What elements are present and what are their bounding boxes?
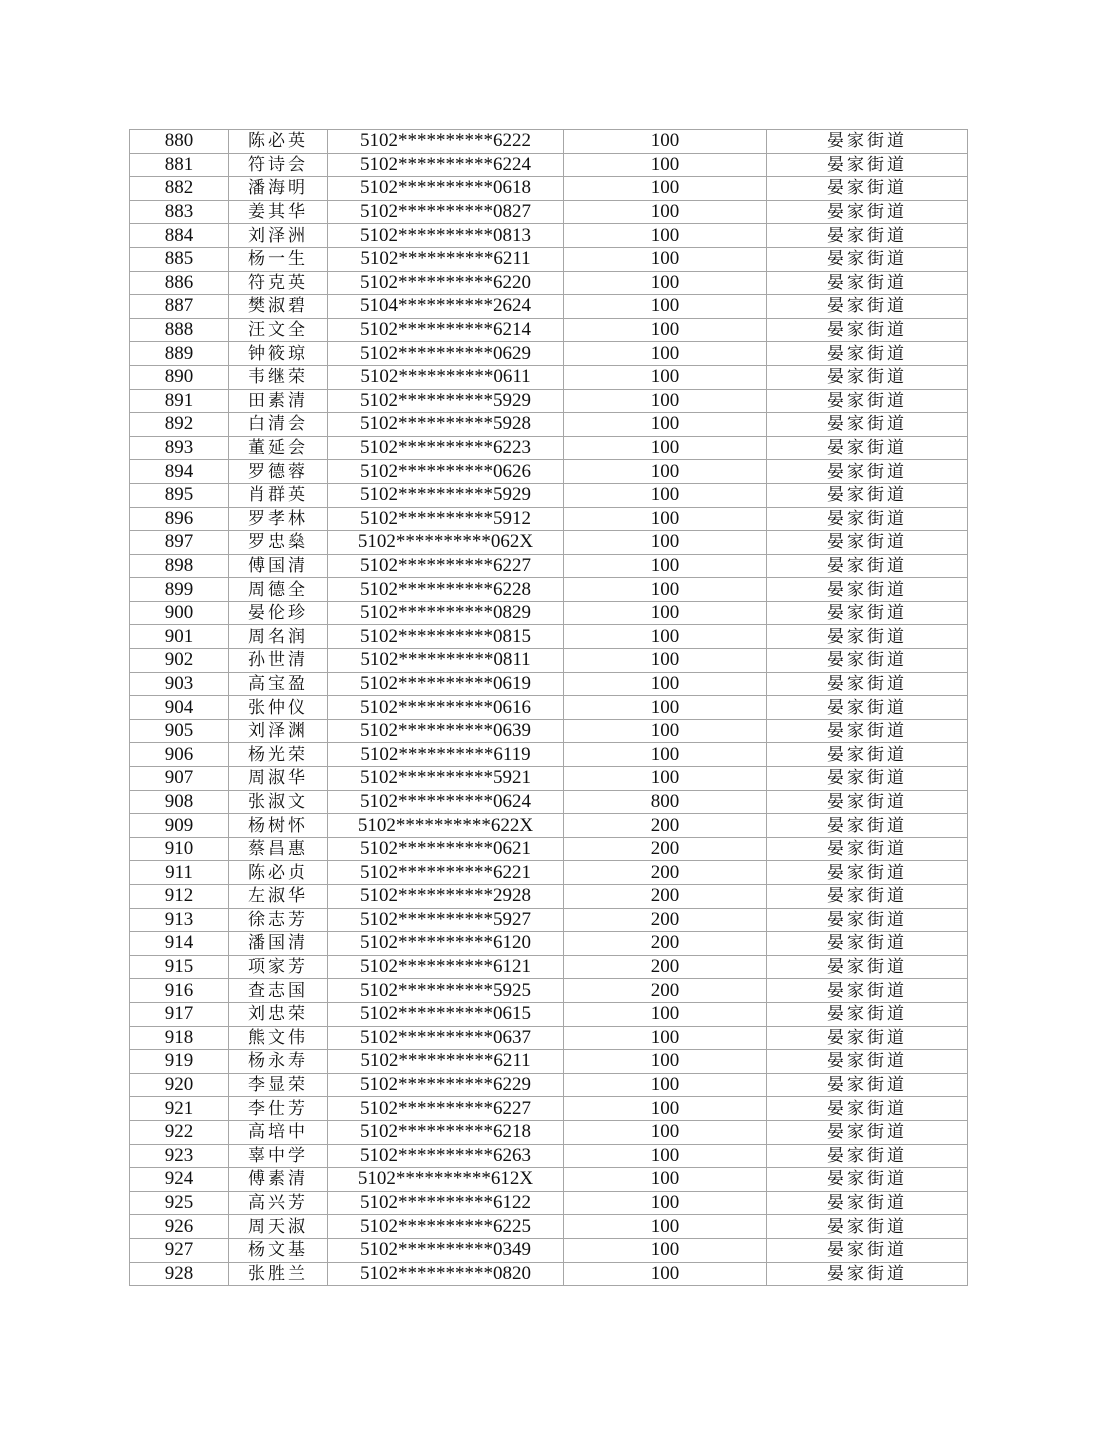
amount-cell: 100 (564, 1050, 767, 1074)
id-number-cell: 5102**********6224 (328, 153, 564, 177)
id-number-cell: 5102**********0815 (328, 625, 564, 649)
amount-cell: 100 (564, 649, 767, 673)
person-name-cell: 白清会 (229, 413, 328, 437)
row-number-cell: 887 (130, 295, 229, 319)
person-name-cell: 查志国 (229, 979, 328, 1003)
row-number-cell: 911 (130, 861, 229, 885)
person-name-cell: 姜其华 (229, 200, 328, 224)
row-number-cell: 897 (130, 531, 229, 555)
row-number-cell: 902 (130, 649, 229, 673)
person-name-cell: 高培中 (229, 1120, 328, 1144)
table-row (130, 1002, 968, 1026)
person-name-cell: 潘海明 (229, 177, 328, 201)
person-name-cell: 周天淑 (229, 1215, 328, 1239)
amount-cell: 100 (564, 200, 767, 224)
amount-cell: 100 (564, 507, 767, 531)
street-name-cell: 晏家街道 (767, 1073, 968, 1097)
street-name-cell: 晏家街道 (767, 837, 968, 861)
person-name-cell: 杨一生 (229, 247, 328, 271)
id-number-cell: 5102**********6211 (328, 1050, 564, 1074)
id-number-cell: 5102**********0618 (328, 177, 564, 201)
person-name-cell: 刘泽渊 (229, 719, 328, 743)
amount-cell: 100 (564, 342, 767, 366)
row-number-cell: 913 (130, 908, 229, 932)
amount-cell: 100 (564, 1262, 767, 1286)
street-name-cell: 晏家街道 (767, 1120, 968, 1144)
amount-cell: 100 (564, 413, 767, 437)
amount-cell: 100 (564, 271, 767, 295)
amount-cell: 100 (564, 696, 767, 720)
street-name-cell: 晏家街道 (767, 861, 968, 885)
table-row (130, 601, 968, 625)
person-name-cell: 罗忠燊 (229, 531, 328, 555)
amount-cell: 100 (564, 460, 767, 484)
table-row (130, 1215, 968, 1239)
id-number-cell: 5102**********6222 (328, 130, 564, 154)
id-number-cell: 5102**********0629 (328, 342, 564, 366)
row-number-cell: 926 (130, 1215, 229, 1239)
person-name-cell: 辜中学 (229, 1144, 328, 1168)
table-row (130, 979, 968, 1003)
row-number-cell: 895 (130, 483, 229, 507)
table-row (130, 790, 968, 814)
person-name-cell: 潘国清 (229, 932, 328, 956)
person-name-cell: 樊淑碧 (229, 295, 328, 319)
person-name-cell: 陈必英 (229, 130, 328, 154)
person-name-cell: 田素清 (229, 389, 328, 413)
street-name-cell: 晏家街道 (767, 814, 968, 838)
person-name-cell: 陈必贞 (229, 861, 328, 885)
table-row (130, 932, 968, 956)
row-number-cell: 907 (130, 767, 229, 791)
row-number-cell: 891 (130, 389, 229, 413)
table-row (130, 1026, 968, 1050)
person-name-cell: 项家芳 (229, 955, 328, 979)
id-number-cell: 5102**********0820 (328, 1262, 564, 1286)
amount-cell: 100 (564, 247, 767, 271)
amount-cell: 100 (564, 153, 767, 177)
person-name-cell: 蔡昌惠 (229, 837, 328, 861)
street-name-cell: 晏家街道 (767, 554, 968, 578)
row-number-cell: 904 (130, 696, 229, 720)
amount-cell: 100 (564, 1026, 767, 1050)
table-row (130, 365, 968, 389)
amount-cell: 100 (564, 365, 767, 389)
recipient-table-body (130, 130, 968, 1286)
amount-cell: 100 (564, 295, 767, 319)
person-name-cell: 董延会 (229, 436, 328, 460)
amount-cell: 100 (564, 531, 767, 555)
id-number-cell: 5102**********5929 (328, 389, 564, 413)
row-number-cell: 886 (130, 271, 229, 295)
amount-cell: 800 (564, 790, 767, 814)
amount-cell: 100 (564, 672, 767, 696)
id-number-cell: 5102**********0619 (328, 672, 564, 696)
table-row (130, 955, 968, 979)
table-row (130, 247, 968, 271)
id-number-cell: 5102**********622X (328, 814, 564, 838)
id-number-cell: 5102**********0349 (328, 1238, 564, 1262)
street-name-cell: 晏家街道 (767, 295, 968, 319)
table-row (130, 625, 968, 649)
person-name-cell: 周淑华 (229, 767, 328, 791)
id-number-cell: 5102**********612X (328, 1168, 564, 1192)
row-number-cell: 925 (130, 1191, 229, 1215)
amount-cell: 200 (564, 932, 767, 956)
street-name-cell: 晏家街道 (767, 1215, 968, 1239)
row-number-cell: 910 (130, 837, 229, 861)
person-name-cell: 周德全 (229, 578, 328, 602)
row-number-cell: 880 (130, 130, 229, 154)
person-name-cell: 张淑文 (229, 790, 328, 814)
person-name-cell: 张胜兰 (229, 1262, 328, 1286)
person-name-cell: 钟筱琼 (229, 342, 328, 366)
street-name-cell: 晏家街道 (767, 979, 968, 1003)
amount-cell: 100 (564, 743, 767, 767)
id-number-cell: 5102**********5921 (328, 767, 564, 791)
id-number-cell: 5102**********0637 (328, 1026, 564, 1050)
amount-cell: 100 (564, 130, 767, 154)
amount-cell: 100 (564, 554, 767, 578)
person-name-cell: 高兴芳 (229, 1191, 328, 1215)
row-number-cell: 916 (130, 979, 229, 1003)
id-number-cell: 5102**********6221 (328, 861, 564, 885)
row-number-cell: 892 (130, 413, 229, 437)
street-name-cell: 晏家街道 (767, 672, 968, 696)
id-number-cell: 5102**********0827 (328, 200, 564, 224)
id-number-cell: 5102**********6228 (328, 578, 564, 602)
person-name-cell: 汪文全 (229, 318, 328, 342)
table-row (130, 413, 968, 437)
id-number-cell: 5102**********0611 (328, 365, 564, 389)
street-name-cell: 晏家街道 (767, 247, 968, 271)
row-number-cell: 898 (130, 554, 229, 578)
street-name-cell: 晏家街道 (767, 649, 968, 673)
amount-cell: 100 (564, 578, 767, 602)
row-number-cell: 915 (130, 955, 229, 979)
amount-cell: 100 (564, 719, 767, 743)
street-name-cell: 晏家街道 (767, 1168, 968, 1192)
person-name-cell: 傅素清 (229, 1168, 328, 1192)
amount-cell: 100 (564, 1144, 767, 1168)
table-row (130, 719, 968, 743)
row-number-cell: 927 (130, 1238, 229, 1262)
id-number-cell: 5102**********6229 (328, 1073, 564, 1097)
id-number-cell: 5102**********0621 (328, 837, 564, 861)
person-name-cell: 符诗会 (229, 153, 328, 177)
street-name-cell: 晏家街道 (767, 601, 968, 625)
person-name-cell: 李仕芳 (229, 1097, 328, 1121)
street-name-cell: 晏家街道 (767, 1050, 968, 1074)
id-number-cell: 5102**********062X (328, 531, 564, 555)
street-name-cell: 晏家街道 (767, 342, 968, 366)
row-number-cell: 922 (130, 1120, 229, 1144)
table-row (130, 318, 968, 342)
id-number-cell: 5102**********5929 (328, 483, 564, 507)
table-row (130, 1073, 968, 1097)
row-number-cell: 906 (130, 743, 229, 767)
row-number-cell: 924 (130, 1168, 229, 1192)
street-name-cell: 晏家街道 (767, 460, 968, 484)
id-number-cell: 5102**********6227 (328, 554, 564, 578)
amount-cell: 100 (564, 1215, 767, 1239)
street-name-cell: 晏家街道 (767, 389, 968, 413)
street-name-cell: 晏家街道 (767, 908, 968, 932)
amount-cell: 100 (564, 177, 767, 201)
table-row (130, 531, 968, 555)
table-row (130, 177, 968, 201)
table-row (130, 672, 968, 696)
amount-cell: 100 (564, 1097, 767, 1121)
amount-cell: 100 (564, 389, 767, 413)
amount-cell: 200 (564, 814, 767, 838)
table-row (130, 861, 968, 885)
amount-cell: 200 (564, 908, 767, 932)
street-name-cell: 晏家街道 (767, 1026, 968, 1050)
street-name-cell: 晏家街道 (767, 483, 968, 507)
recipient-table (129, 129, 968, 1286)
table-row (130, 389, 968, 413)
table-row (130, 1144, 968, 1168)
id-number-cell: 5102**********6214 (328, 318, 564, 342)
table-row (130, 130, 968, 154)
street-name-cell: 晏家街道 (767, 767, 968, 791)
row-number-cell: 893 (130, 436, 229, 460)
id-number-cell: 5102**********6120 (328, 932, 564, 956)
person-name-cell: 罗德蓉 (229, 460, 328, 484)
street-name-cell: 晏家街道 (767, 318, 968, 342)
street-name-cell: 晏家街道 (767, 177, 968, 201)
row-number-cell: 885 (130, 247, 229, 271)
row-number-cell: 921 (130, 1097, 229, 1121)
amount-cell: 100 (564, 224, 767, 248)
amount-cell: 100 (564, 1168, 767, 1192)
id-number-cell: 5102**********6223 (328, 436, 564, 460)
person-name-cell: 杨树怀 (229, 814, 328, 838)
table-row (130, 1262, 968, 1286)
person-name-cell: 杨永寿 (229, 1050, 328, 1074)
table-row (130, 767, 968, 791)
street-name-cell: 晏家街道 (767, 625, 968, 649)
amount-cell: 100 (564, 1191, 767, 1215)
table-row (130, 200, 968, 224)
amount-cell: 200 (564, 955, 767, 979)
id-number-cell: 5102**********5928 (328, 413, 564, 437)
street-name-cell: 晏家街道 (767, 200, 968, 224)
table-row (130, 554, 968, 578)
table-row (130, 1238, 968, 1262)
table-row (130, 1050, 968, 1074)
row-number-cell: 900 (130, 601, 229, 625)
table-row (130, 1191, 968, 1215)
row-number-cell: 917 (130, 1002, 229, 1026)
person-name-cell: 符克英 (229, 271, 328, 295)
table-row (130, 153, 968, 177)
id-number-cell: 5104**********2624 (328, 295, 564, 319)
person-name-cell: 高宝盈 (229, 672, 328, 696)
id-number-cell: 5102**********6211 (328, 247, 564, 271)
person-name-cell: 周名润 (229, 625, 328, 649)
street-name-cell: 晏家街道 (767, 1238, 968, 1262)
person-name-cell: 杨光荣 (229, 743, 328, 767)
row-number-cell: 909 (130, 814, 229, 838)
row-number-cell: 908 (130, 790, 229, 814)
row-number-cell: 920 (130, 1073, 229, 1097)
table-row (130, 649, 968, 673)
id-number-cell: 5102**********0624 (328, 790, 564, 814)
row-number-cell: 881 (130, 153, 229, 177)
street-name-cell: 晏家街道 (767, 130, 968, 154)
id-number-cell: 5102**********0811 (328, 649, 564, 673)
row-number-cell: 888 (130, 318, 229, 342)
person-name-cell: 徐志芳 (229, 908, 328, 932)
table-row (130, 1120, 968, 1144)
row-number-cell: 883 (130, 200, 229, 224)
street-name-cell: 晏家街道 (767, 436, 968, 460)
table-row (130, 224, 968, 248)
id-number-cell: 5102**********6225 (328, 1215, 564, 1239)
table-row (130, 507, 968, 531)
amount-cell: 100 (564, 601, 767, 625)
amount-cell: 100 (564, 625, 767, 649)
id-number-cell: 5102**********5912 (328, 507, 564, 531)
person-name-cell: 刘忠荣 (229, 1002, 328, 1026)
table-row (130, 342, 968, 366)
street-name-cell: 晏家街道 (767, 955, 968, 979)
street-name-cell: 晏家街道 (767, 932, 968, 956)
street-name-cell: 晏家街道 (767, 885, 968, 909)
street-name-cell: 晏家街道 (767, 153, 968, 177)
amount-cell: 100 (564, 483, 767, 507)
table-row (130, 908, 968, 932)
street-name-cell: 晏家街道 (767, 224, 968, 248)
row-number-cell: 905 (130, 719, 229, 743)
person-name-cell: 傅国清 (229, 554, 328, 578)
amount-cell: 100 (564, 1002, 767, 1026)
row-number-cell: 918 (130, 1026, 229, 1050)
table-row (130, 436, 968, 460)
id-number-cell: 5102**********0813 (328, 224, 564, 248)
person-name-cell: 左淑华 (229, 885, 328, 909)
table-row (130, 814, 968, 838)
table-row (130, 271, 968, 295)
person-name-cell: 晏伦珍 (229, 601, 328, 625)
id-number-cell: 5102**********6220 (328, 271, 564, 295)
id-number-cell: 5102**********6121 (328, 955, 564, 979)
street-name-cell: 晏家街道 (767, 365, 968, 389)
id-number-cell: 5102**********2928 (328, 885, 564, 909)
street-name-cell: 晏家街道 (767, 1002, 968, 1026)
street-name-cell: 晏家街道 (767, 743, 968, 767)
row-number-cell: 928 (130, 1262, 229, 1286)
row-number-cell: 894 (130, 460, 229, 484)
row-number-cell: 899 (130, 578, 229, 602)
table-row (130, 483, 968, 507)
id-number-cell: 5102**********0626 (328, 460, 564, 484)
table-row (130, 696, 968, 720)
person-name-cell: 肖群英 (229, 483, 328, 507)
id-number-cell: 5102**********5925 (328, 979, 564, 1003)
table-row (130, 295, 968, 319)
table-row (130, 578, 968, 602)
id-number-cell: 5102**********6218 (328, 1120, 564, 1144)
street-name-cell: 晏家街道 (767, 531, 968, 555)
street-name-cell: 晏家街道 (767, 507, 968, 531)
id-number-cell: 5102**********6122 (328, 1191, 564, 1215)
id-number-cell: 5102**********0829 (328, 601, 564, 625)
person-name-cell: 刘泽洲 (229, 224, 328, 248)
amount-cell: 200 (564, 979, 767, 1003)
street-name-cell: 晏家街道 (767, 696, 968, 720)
row-number-cell: 901 (130, 625, 229, 649)
id-number-cell: 5102**********5927 (328, 908, 564, 932)
amount-cell: 200 (564, 861, 767, 885)
person-name-cell: 张仲仪 (229, 696, 328, 720)
street-name-cell: 晏家街道 (767, 578, 968, 602)
street-name-cell: 晏家街道 (767, 1097, 968, 1121)
person-name-cell: 李显荣 (229, 1073, 328, 1097)
row-number-cell: 896 (130, 507, 229, 531)
person-name-cell: 罗孝林 (229, 507, 328, 531)
row-number-cell: 882 (130, 177, 229, 201)
id-number-cell: 5102**********0616 (328, 696, 564, 720)
table-row (130, 1168, 968, 1192)
id-number-cell: 5102**********6263 (328, 1144, 564, 1168)
row-number-cell: 912 (130, 885, 229, 909)
row-number-cell: 923 (130, 1144, 229, 1168)
street-name-cell: 晏家街道 (767, 790, 968, 814)
person-name-cell: 韦继荣 (229, 365, 328, 389)
table-row (130, 885, 968, 909)
id-number-cell: 5102**********0639 (328, 719, 564, 743)
row-number-cell: 919 (130, 1050, 229, 1074)
amount-cell: 200 (564, 837, 767, 861)
id-number-cell: 5102**********6119 (328, 743, 564, 767)
id-number-cell: 5102**********0615 (328, 1002, 564, 1026)
table-row (130, 837, 968, 861)
person-name-cell: 孙世清 (229, 649, 328, 673)
row-number-cell: 884 (130, 224, 229, 248)
amount-cell: 100 (564, 318, 767, 342)
amount-cell: 100 (564, 767, 767, 791)
street-name-cell: 晏家街道 (767, 1262, 968, 1286)
row-number-cell: 903 (130, 672, 229, 696)
street-name-cell: 晏家街道 (767, 271, 968, 295)
street-name-cell: 晏家街道 (767, 1144, 968, 1168)
street-name-cell: 晏家街道 (767, 1191, 968, 1215)
street-name-cell: 晏家街道 (767, 413, 968, 437)
table-row (130, 743, 968, 767)
amount-cell: 100 (564, 1120, 767, 1144)
amount-cell: 200 (564, 885, 767, 909)
table-row (130, 1097, 968, 1121)
amount-cell: 100 (564, 436, 767, 460)
person-name-cell: 杨文基 (229, 1238, 328, 1262)
amount-cell: 100 (564, 1073, 767, 1097)
amount-cell: 100 (564, 1238, 767, 1262)
row-number-cell: 889 (130, 342, 229, 366)
table-row (130, 460, 968, 484)
person-name-cell: 熊文伟 (229, 1026, 328, 1050)
row-number-cell: 914 (130, 932, 229, 956)
row-number-cell: 890 (130, 365, 229, 389)
street-name-cell: 晏家街道 (767, 719, 968, 743)
id-number-cell: 5102**********6227 (328, 1097, 564, 1121)
